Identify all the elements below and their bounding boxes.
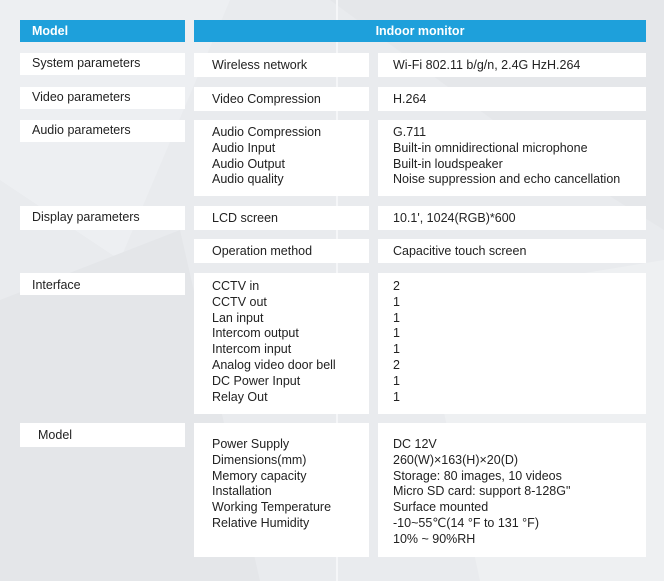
interface-names-cell bbox=[194, 273, 369, 414]
intercom-input-name: Intercom input bbox=[212, 342, 292, 357]
lan-input-value: 1 bbox=[393, 310, 400, 325]
dc-power-input-name: DC Power Input bbox=[212, 373, 301, 388]
lan-input-name: Lan input bbox=[212, 310, 264, 325]
relay-out-value: 1 bbox=[393, 389, 400, 404]
memory-capacity-name: Memory capacity bbox=[212, 468, 307, 483]
analog-doorbell-name: Analog video door bell bbox=[212, 357, 336, 372]
installation-name: Installation bbox=[212, 484, 272, 499]
cctv-out-name: CCTV out bbox=[212, 294, 267, 309]
video-compression-value: H.264 bbox=[378, 87, 646, 111]
dimensions-value: 260(W)×163(H)×20(D) bbox=[393, 452, 519, 467]
operation-method-name: Operation method bbox=[194, 239, 369, 263]
cctv-in-value: 2 bbox=[393, 279, 400, 293]
memory-capacity-value: Storage: 80 images, 10 videos bbox=[393, 468, 562, 483]
intercom-input-value: 1 bbox=[393, 342, 400, 357]
wireless-network-value: Wi-Fi 802.11 b/g/n, 2.4G HzH.264 bbox=[378, 53, 646, 77]
power-supply-value: DC 12V bbox=[393, 437, 437, 451]
cctv-out-value: 1 bbox=[393, 294, 400, 309]
dimensions-name: Dimensions(mm) bbox=[212, 452, 307, 467]
product-header bbox=[194, 20, 646, 42]
video-compression-name: Video Compression bbox=[194, 87, 369, 111]
display-parameters-label: Display parameters bbox=[20, 206, 185, 230]
interface-values-cell bbox=[378, 273, 646, 414]
audio-values-cell bbox=[378, 120, 646, 196]
model-names-cell bbox=[194, 423, 369, 557]
audio-compression-value: G.711 bbox=[393, 125, 427, 139]
lcd-screen-name: LCD screen bbox=[194, 206, 369, 230]
model-values-cell bbox=[378, 423, 646, 557]
model-header bbox=[20, 20, 185, 42]
operation-method-value: Capacitive touch screen bbox=[378, 239, 646, 263]
wireless-network-name: Wireless network bbox=[194, 53, 369, 77]
audio-parameters-label: Audio parameters bbox=[20, 120, 185, 142]
interface-label: Interface bbox=[20, 273, 185, 295]
audio-input-name: Audio Input bbox=[212, 140, 276, 155]
audio-quality-value: Noise suppression and echo cancellation bbox=[393, 172, 621, 187]
audio-output-name: Audio Output bbox=[212, 156, 285, 171]
audio-names-cell bbox=[194, 120, 369, 196]
relative-humidity-name: Relative Humidity bbox=[212, 515, 310, 530]
audio-input-value: Built-in omnidirectional microphone bbox=[393, 140, 588, 155]
relay-out-name: Relay Out bbox=[212, 389, 268, 404]
dc-power-input-value: 1 bbox=[393, 373, 400, 388]
intercom-output-name: Intercom output bbox=[212, 326, 299, 341]
model-header-label: Model bbox=[32, 24, 69, 38]
model-section-label: Model bbox=[20, 423, 185, 447]
analog-doorbell-value: 2 bbox=[393, 357, 400, 372]
cctv-in-name: CCTV in bbox=[212, 279, 260, 293]
working-temperature-name: Working Temperature bbox=[212, 500, 332, 515]
system-parameters-label: System parameters bbox=[20, 53, 185, 75]
relative-humidity-value: 10% ~ 90%RH bbox=[393, 531, 476, 546]
surface-mounted-value: Surface mounted bbox=[393, 500, 489, 515]
lcd-screen-value: 10.1', 1024(RGB)*600 bbox=[378, 206, 646, 230]
audio-compression-name: Audio Compression bbox=[212, 125, 322, 139]
video-parameters-label: Video parameters bbox=[20, 87, 185, 109]
audio-quality-name: Audio quality bbox=[212, 172, 284, 187]
product-header-label: Indoor monitor bbox=[375, 24, 465, 38]
installation-value: Micro SD card: support 8-128G" bbox=[393, 484, 571, 499]
audio-output-value: Built-in loudspeaker bbox=[393, 156, 503, 171]
working-temperature-value: -10~55℃(14 °F to 131 °F) bbox=[393, 515, 539, 530]
intercom-output-value: 1 bbox=[393, 326, 400, 341]
power-supply-name: Power Supply bbox=[212, 437, 290, 451]
